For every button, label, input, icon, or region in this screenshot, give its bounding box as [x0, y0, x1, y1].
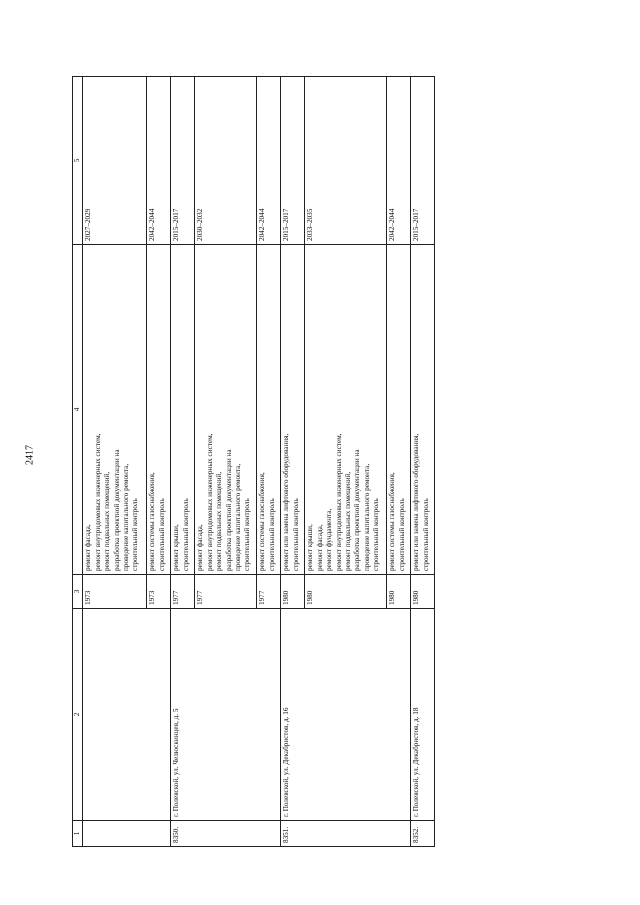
work-item: проведение капитального ремонта,: [234, 463, 243, 571]
header-cell: 5: [73, 77, 83, 245]
work-item: ремонт внутридомовых инженерных систем,: [205, 433, 214, 571]
work-item: ремонт фасада,: [84, 524, 93, 571]
work-item: разработка проектной документации на: [353, 449, 362, 571]
year-cell: 1980: [411, 575, 435, 609]
address-cell: г. Полевской, ул. Челюскинцев, д. 5: [171, 609, 281, 821]
period-cell: 2042–2044: [147, 77, 171, 245]
period-cell: 2015–2017: [411, 77, 435, 245]
work-item: строительный контроль: [157, 498, 166, 571]
works-cell: [195, 245, 257, 575]
work-item: ремонт фасада,: [196, 524, 205, 571]
works-cell: [83, 245, 147, 575]
work-item: строительный контроль: [267, 498, 276, 571]
work-item: ремонт системы газоснабжения,: [148, 472, 157, 571]
period-cell: 2033–2035: [305, 77, 387, 245]
table-row: [281, 77, 305, 847]
header-cell: 2: [73, 609, 83, 821]
table-row: [83, 77, 147, 847]
row-number-cell: [83, 821, 171, 847]
year-cell: 1980: [281, 575, 305, 609]
work-item: строительный контроль: [181, 498, 190, 571]
work-item: ремонт подвальных помещений,: [215, 471, 224, 571]
works-cell: [305, 245, 387, 575]
header-cell: 4: [73, 245, 83, 575]
address-cell: [83, 609, 171, 821]
year-cell: 1977: [171, 575, 195, 609]
year-cell: 1977: [257, 575, 281, 609]
year-cell: 1980: [387, 575, 411, 609]
works-cell: [147, 245, 171, 575]
work-item: ремонт фундамента,: [325, 508, 334, 571]
address-cell: г. Полевской, ул. Декабристов, д. 18: [411, 609, 435, 821]
work-item: разработка проектной документации на: [112, 449, 121, 571]
work-item: проведение капитального ремонта,: [362, 463, 371, 571]
work-item: строительный контроль: [243, 498, 252, 571]
work-item: ремонт крыши,: [306, 524, 315, 571]
year-cell: 1973: [83, 575, 147, 609]
work-item: разработка проектной документации на: [224, 449, 233, 571]
works-cell: [387, 245, 411, 575]
year-cell: 1973: [147, 575, 171, 609]
period-cell: 2030–2032: [195, 77, 257, 245]
work-item: строительный контроль: [421, 498, 430, 571]
works-cell: [171, 245, 195, 575]
work-item: ремонт системы газоснабжения,: [388, 472, 397, 571]
year-cell: 1980: [305, 575, 387, 609]
work-item: ремонт фасада,: [315, 524, 324, 571]
work-item: проведение капитального ремонта,: [122, 463, 131, 571]
page-number: [24, 435, 36, 475]
work-item: ремонт внутридомовых инженерных систем,: [334, 433, 343, 571]
row-number-cell: 8352.: [411, 821, 435, 847]
rotated-table-wrapper: [72, 77, 520, 847]
work-item: строительный контроль: [372, 498, 381, 571]
period-cell: 2027–2029: [83, 77, 147, 245]
address-cell: г. Полевской, ул. Декабристов, д. 16: [281, 609, 411, 821]
work-item: ремонт крыши,: [172, 524, 181, 571]
period-cell: 2015–2017: [281, 77, 305, 245]
table-header-row: [73, 77, 83, 847]
work-item: ремонт или замена лифтового оборудования,: [412, 433, 421, 571]
work-item: строительный контроль: [291, 498, 300, 571]
works-cell: [257, 245, 281, 575]
repair-schedule-table: [72, 76, 435, 847]
period-cell: 2015–2017: [171, 77, 195, 245]
period-cell: 2042–2044: [387, 77, 411, 245]
table-row: [171, 77, 195, 847]
works-cell: [411, 245, 435, 575]
works-cell: [281, 245, 305, 575]
table-row: [411, 77, 435, 847]
work-item: ремонт системы газоснабжения,: [258, 472, 267, 571]
row-number-cell: 8350.: [171, 821, 281, 847]
work-item: строительный контроль: [131, 498, 140, 571]
row-number-cell: 8351.: [281, 821, 411, 847]
page-number-text: 2417: [24, 445, 36, 465]
year-cell: 1977: [195, 575, 257, 609]
work-item: ремонт подвальных помещений,: [344, 471, 353, 571]
header-cell: 3: [73, 575, 83, 609]
work-item: строительный контроль: [397, 498, 406, 571]
period-cell: 2042–2044: [257, 77, 281, 245]
work-item: ремонт внутридомовых инженерных систем,: [93, 433, 102, 571]
work-item: ремонт подвальных помещений,: [103, 471, 112, 571]
work-item: ремонт или замена лифтового оборудования,: [282, 433, 291, 571]
header-cell: 1: [73, 821, 83, 847]
